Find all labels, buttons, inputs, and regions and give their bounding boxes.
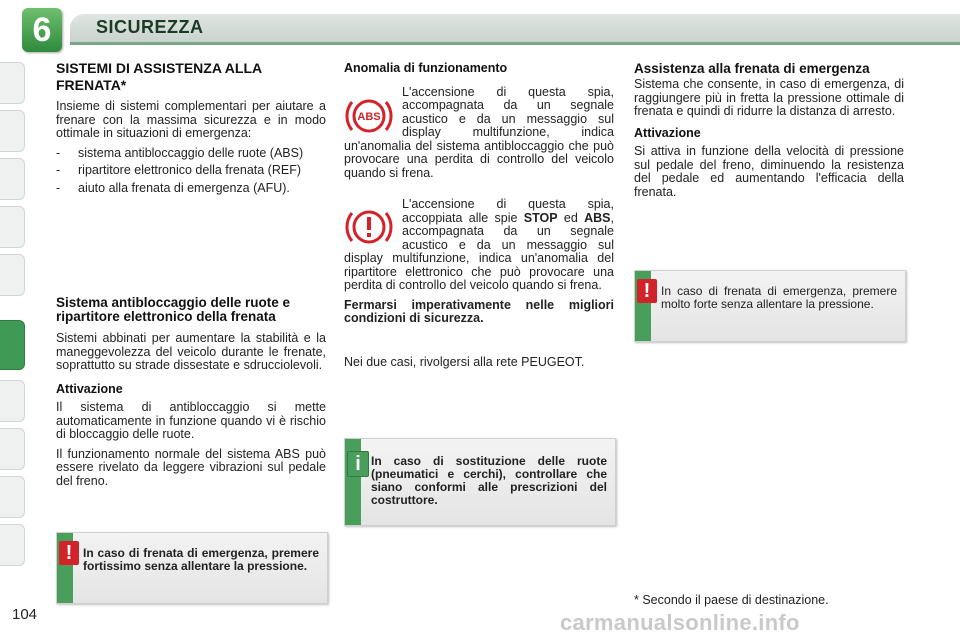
main-heading-line2: FRENATA* <box>56 77 127 93</box>
brake-text-b: ed <box>557 210 585 225</box>
abs-icon-label: ABS <box>357 110 381 123</box>
header-divider <box>70 42 960 45</box>
brake-warning-light-icon <box>344 202 394 252</box>
abs-activation-p1: Il sistema di antibloccaggio si mette automaticamente in funzione quando vi è rischio di bloccaggio delle ruote. <box>56 400 326 441</box>
abs-label: ABS <box>584 210 611 225</box>
wheel-replacement-info-box <box>344 438 616 526</box>
brake-warning-block <box>344 198 614 293</box>
chapter-number-badge: 6 <box>22 8 62 52</box>
column-right <box>634 62 904 205</box>
emergency-warning-box-left <box>56 532 328 604</box>
chapter-title: SICUREZZA <box>96 17 204 37</box>
brake-text-a: L'accensione di questa spia, accoppiata alle spie <box>402 197 614 225</box>
side-tab-3[interactable] <box>0 158 25 200</box>
watermark: carmanualsonline.info <box>560 610 800 635</box>
abs-fault-text: L'accensione di questa spia, accompagnata da un segnale acustico e da un messaggio sul display multifunzione, indica un'anomalia del sistema antibloccaggio che può provocare una perdita di controllo del veicolo quando si frena. <box>344 84 614 180</box>
abs-section-text: Sistemi abbinati per aumentare la stabilità e la maneggevolezza del veicolo durante le frenate, soprattutto su strade dissestate e sdrucciolevoli. <box>56 331 326 372</box>
column-left-abs <box>56 296 326 494</box>
emergency-assist-heading: Assistenza alla frenata di emergenza <box>634 61 870 76</box>
emergency-warning-text: In caso di frenata di emergenza, premere fortissimo senza allentare la pressione. <box>83 546 319 573</box>
wheel-replacement-text: In caso di sostituzione delle ruote (pneumatici e cerchi), controllare che siano conformi alle prescrizioni del costruttore. <box>371 454 607 507</box>
emergency-warning-text-right: In caso di frenata di emergenza, premere molto forte senza allentare la pressione. <box>661 284 897 311</box>
stop-safely-text: Fermarsi imperativamente nelle migliori condizioni di sicurezza. <box>344 297 614 325</box>
stop-label: STOP <box>523 210 558 225</box>
column-middle <box>344 62 614 375</box>
abs-section-heading: Sistema antibloccaggio delle ruote e ripartitore elettronico della frenata <box>56 295 291 324</box>
system-list <box>56 147 326 196</box>
emergency-activation-heading: Attivazione <box>634 125 701 140</box>
side-tab-1[interactable] <box>0 62 25 104</box>
page-number: 104 <box>12 606 38 623</box>
side-tab-9[interactable] <box>0 476 25 518</box>
emergency-assist-intro: Sistema che consente, in caso di emergenza, di raggiungere più in fretta la pressione ottimale di frenata e quindi di ridurre la distanza di arresto. <box>634 77 904 118</box>
list-item: - ripartitore elettronico della frenata (REF) <box>56 164 326 178</box>
warning-exclamation-icon: ! <box>637 279 657 303</box>
info-icon: i <box>347 451 369 477</box>
brake-text-c: , accompagnata da un segnale acustico e da un messaggio sul display multifunzione, indica un'anomalia del ripartitore elettronico che può provocare una perdita di controllo del veicolo quando si frena. <box>344 210 614 292</box>
list-item: - sistema antibloccaggio delle ruote (ABS) <box>56 147 326 161</box>
side-tab-active[interactable] <box>0 320 25 370</box>
page-header <box>0 0 960 50</box>
main-heading-line1: SISTEMI DI ASSISTENZA ALLA <box>56 60 263 76</box>
side-tab-7[interactable] <box>0 380 25 422</box>
intro-text: Insieme di sistemi complementari per aiutare a frenare con la massima sicurezza e in modo ottimale in situazioni di emergenza: <box>56 99 326 140</box>
warning-exclamation-icon: ! <box>59 541 79 565</box>
contact-dealer-text: Nei due casi, rivolgersi alla rete PEUGEOT. <box>344 354 585 369</box>
list-item: - aiuto alla frenata di emergenza (AFU). <box>56 182 326 196</box>
emergency-activation-text: Si attiva in funzione della velocità di pressione sul pedale del freno, diminuendo la resistenza del pedale ed aumentando l'efficacia della frenata. <box>634 144 904 199</box>
side-tab-4[interactable] <box>0 206 25 248</box>
side-tab-2[interactable] <box>0 110 25 152</box>
footnote: * Secondo il paese di destinazione. <box>634 593 829 607</box>
side-tab-5[interactable] <box>0 254 25 296</box>
fault-heading: Anomalia di funzionamento <box>344 61 508 75</box>
abs-warning-light-icon <box>344 90 394 140</box>
column-left <box>56 60 326 201</box>
abs-activation-p2: Il funzionamento normale del sistema ABS può essere rivelato da leggere vibrazioni sul pedale del freno. <box>56 446 326 488</box>
side-tab-8[interactable] <box>0 428 25 470</box>
main-heading <box>56 60 326 94</box>
emergency-warning-box-right <box>634 270 906 342</box>
header-tab <box>70 14 960 42</box>
side-tab-10[interactable] <box>0 524 25 566</box>
abs-activation-heading: Attivazione <box>56 381 123 396</box>
abs-warning-block <box>344 86 614 181</box>
